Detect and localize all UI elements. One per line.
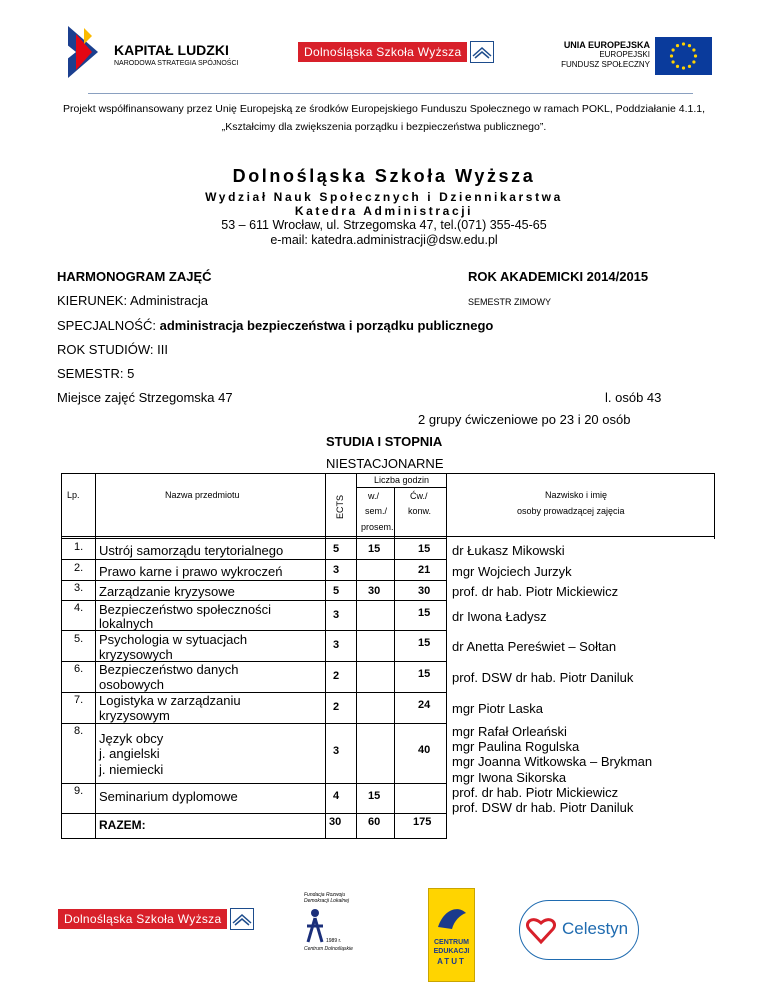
row-8-c: 40	[418, 744, 431, 756]
row-7-ects: 2	[333, 701, 340, 713]
row-1-w: 15	[368, 543, 381, 555]
eu-line-1: UNIA EUROPEJSKA	[563, 40, 650, 50]
tryb-studiow: NIESTACJONARNE	[326, 456, 444, 471]
header-lp: Lp.	[67, 490, 80, 500]
atut-line-1: CENTRUM	[434, 939, 469, 946]
row-2-subject: Prawo karne i prawo wykroczeń	[99, 564, 283, 579]
frdl-text-1: Fundacja Rozwoju	[304, 892, 346, 898]
razem-c: 175	[413, 816, 432, 828]
header-w-line3: prosem.	[361, 522, 394, 532]
row-6-subject-line2: osobowych	[99, 677, 165, 692]
row-3-teacher: prof. dr hab. Piotr Mickiewicz	[452, 584, 619, 599]
row-3-lp: 3.	[74, 582, 84, 594]
header-ects: ECTS	[335, 494, 345, 519]
hand-icon	[434, 899, 470, 940]
kapital-ludzki-logo-icon	[62, 26, 110, 78]
row-8-teacher-1: mgr Rafał Orleański	[452, 724, 567, 739]
row-5-c: 15	[418, 637, 431, 649]
row-8-subject-line2: j. angielski	[99, 746, 160, 761]
row-8-teacher-4: mgr Iwona Sikorska	[452, 770, 567, 785]
atut-line-2: EDUKACJI	[433, 948, 470, 955]
row-9-w: 15	[368, 790, 381, 802]
row-1-c: 15	[418, 543, 431, 555]
row-8-teacher-3: mgr Joanna Witkowska – Brykman	[452, 754, 653, 769]
university-name: Dolnośląska Szkoła Wyższa	[232, 166, 536, 186]
row-3-ects: 5	[333, 585, 340, 597]
book-icon	[470, 41, 494, 63]
razem-w: 60	[368, 816, 381, 828]
frdl-year: 1989 r.	[326, 938, 342, 944]
kapital-ludzki-subtitle: NARODOWA STRATEGIA SPÓJNOŚCI	[114, 60, 239, 67]
razem-label: RAZEM:	[99, 818, 146, 832]
row-5-subject-line1: Psychologia w sytuacjach	[99, 632, 248, 647]
row-5-lp: 5.	[74, 633, 84, 645]
person-icon	[304, 908, 326, 949]
row-7-teacher: mgr Piotr Laska	[452, 701, 544, 716]
specjalnosc	[57, 318, 493, 333]
row-8-teacher-2: mgr Paulina Rogulska	[452, 739, 580, 754]
header-liczba-godzin: Liczba godzin	[374, 475, 430, 485]
row-9-subject: Seminarium dyplomowe	[99, 789, 238, 804]
row-5-ects: 3	[333, 639, 340, 651]
dsw-header-logo	[298, 41, 494, 63]
specjalnosc-value: administracja bezpieczeństwa i porządku publicznego	[159, 318, 494, 333]
address: 53 – 611 Wrocław, ul. Strzegomska 47, tel.(071) 355-45-65	[221, 218, 547, 232]
row-7-lp: 7.	[74, 694, 84, 706]
row-5-teacher: dr Anetta Pereświet – Sołtan	[452, 639, 617, 654]
row-3-w: 30	[368, 585, 381, 597]
row-2-ects: 3	[333, 564, 340, 576]
studia-stopnia: STUDIA I STOPNIA	[326, 434, 443, 449]
email: e-mail: katedra.administracji@dsw.edu.pl	[270, 233, 498, 247]
row-2-lp: 2.	[74, 562, 84, 574]
header-c-line1: Ćw./	[410, 491, 428, 501]
row-3-subject: Zarządzanie kryzysowe	[99, 584, 235, 599]
project-line-2: „Kształcimy dla zwiększenia porządku i bezpieczeństwa publicznego”.	[221, 121, 547, 133]
eu-flag-icon	[655, 37, 712, 75]
frdl-logo	[290, 888, 360, 958]
kapital-ludzki-title: KAPITAŁ LUDZKI	[114, 42, 229, 58]
eu-line-2: EUROPEJSKI	[599, 50, 650, 59]
frdl-text-3: Centrum Dolnośląskie	[304, 946, 353, 952]
row-4-ects: 3	[333, 609, 340, 621]
row-4-c: 15	[418, 607, 431, 619]
row-7-subject-line2: kryzysowym	[99, 708, 170, 723]
department-name: Katedra Administracji	[294, 204, 474, 218]
row-8-subject-line1: Język obcy	[99, 731, 164, 746]
row-1-teacher: dr Łukasz Mikowski	[452, 543, 565, 558]
row-4-subject-line2: lokalnych	[99, 616, 154, 631]
row-8-subject-line3: j. niemiecki	[99, 762, 164, 777]
row-2-teacher: mgr Wojciech Jurzyk	[452, 564, 572, 579]
row-8-lp: 8.	[74, 725, 84, 737]
celestyn-text: Celestyn	[562, 919, 629, 938]
header-w-line1: w./	[368, 491, 380, 501]
row-1-lp: 1.	[74, 541, 84, 553]
heart-icon	[526, 915, 556, 950]
semestr-zimowy: SEMESTR ZIMOWY	[468, 297, 551, 307]
eu-text-block	[548, 40, 650, 70]
row-6-subject-line1: Bezpieczeństwo danych	[99, 662, 239, 677]
book-icon	[230, 908, 254, 930]
header-divider	[88, 93, 693, 94]
harmonogram-heading: HARMONOGRAM ZAJĘĆ	[57, 269, 212, 284]
celestyn-logo	[519, 900, 639, 960]
dsw-logo-text: Dolnośląska Szkoła Wyższa	[298, 42, 467, 62]
miejsce-zajec: Miejsce zajęć Strzegomska 47	[57, 390, 233, 405]
dsw-footer-logo-text: Dolnośląska Szkoła Wyższa	[58, 909, 227, 929]
rok-studiow: ROK STUDIÓW: III	[57, 342, 168, 357]
header-nazwisko-line2: osoby prowadzącej zajęcia	[517, 506, 625, 516]
kierunek: KIERUNEK: Administracja	[57, 293, 208, 308]
header-nazwisko-line1: Nazwisko i imię	[545, 490, 608, 500]
row-3-c: 30	[418, 585, 431, 597]
row-6-ects: 2	[333, 670, 340, 682]
row-7-subject-line1: Logistyka w zarządzaniu	[99, 693, 241, 708]
header-w-line2: sem./	[365, 506, 388, 516]
schedule-table	[61, 473, 715, 839]
liczba-osob: l. osób 43	[605, 390, 662, 405]
semestr: SEMESTR: 5	[57, 366, 135, 381]
atut-line-3: ATUT	[437, 957, 466, 966]
row-9-teacher-2: prof. DSW dr hab. Piotr Daniluk	[452, 800, 634, 815]
row-2-c: 21	[418, 564, 431, 576]
grupy: 2 grupy ćwiczeniowe po 23 i 20 osób	[418, 412, 631, 427]
row-7-c: 24	[418, 699, 431, 711]
row-9-teacher-1: prof. dr hab. Piotr Mickiewicz	[452, 785, 619, 800]
row-4-subject-line1: Bezpieczeństwo społeczności	[99, 602, 271, 617]
header-c-line2: konw.	[408, 506, 432, 516]
row-6-lp: 6.	[74, 663, 84, 675]
row-4-lp: 4.	[74, 602, 84, 614]
frdl-text-2: Demokracji Lokalnej	[304, 898, 350, 904]
row-5-subject-line2: kryzysowych	[99, 647, 173, 662]
row-9-ects: 4	[333, 790, 340, 802]
row-9-lp: 9.	[74, 785, 84, 797]
dsw-footer-logo	[58, 908, 254, 930]
row-4-teacher: dr Iwona Ładysz	[452, 609, 547, 624]
row-6-teacher: prof. DSW dr hab. Piotr Daniluk	[452, 670, 634, 685]
specjalnosc-label: SPECJALNOŚĆ:	[57, 318, 160, 333]
faculty-name: Wydział Nauk Społecznych i Dziennikarstwa	[205, 190, 563, 204]
academic-year: ROK AKADEMICKI 2014/2015	[468, 269, 649, 284]
header-nazwa: Nazwa przedmiotu	[165, 490, 240, 500]
row-6-c: 15	[418, 668, 431, 680]
atut-logo	[428, 888, 475, 982]
row-8-ects: 3	[333, 745, 340, 757]
row-1-subject: Ustrój samorządu terytorialnego	[99, 543, 284, 558]
row-1-ects: 5	[333, 543, 340, 555]
project-line-1: Projekt współfinansowany przez Unię Europejską ze środków Europejskiego Funduszu Społecznego w ramach POKL, Poddziałanie 4.1.1,	[62, 103, 706, 115]
razem-ects: 30	[329, 816, 342, 828]
eu-line-3: FUNDUSZ SPOŁECZNY	[561, 60, 650, 69]
